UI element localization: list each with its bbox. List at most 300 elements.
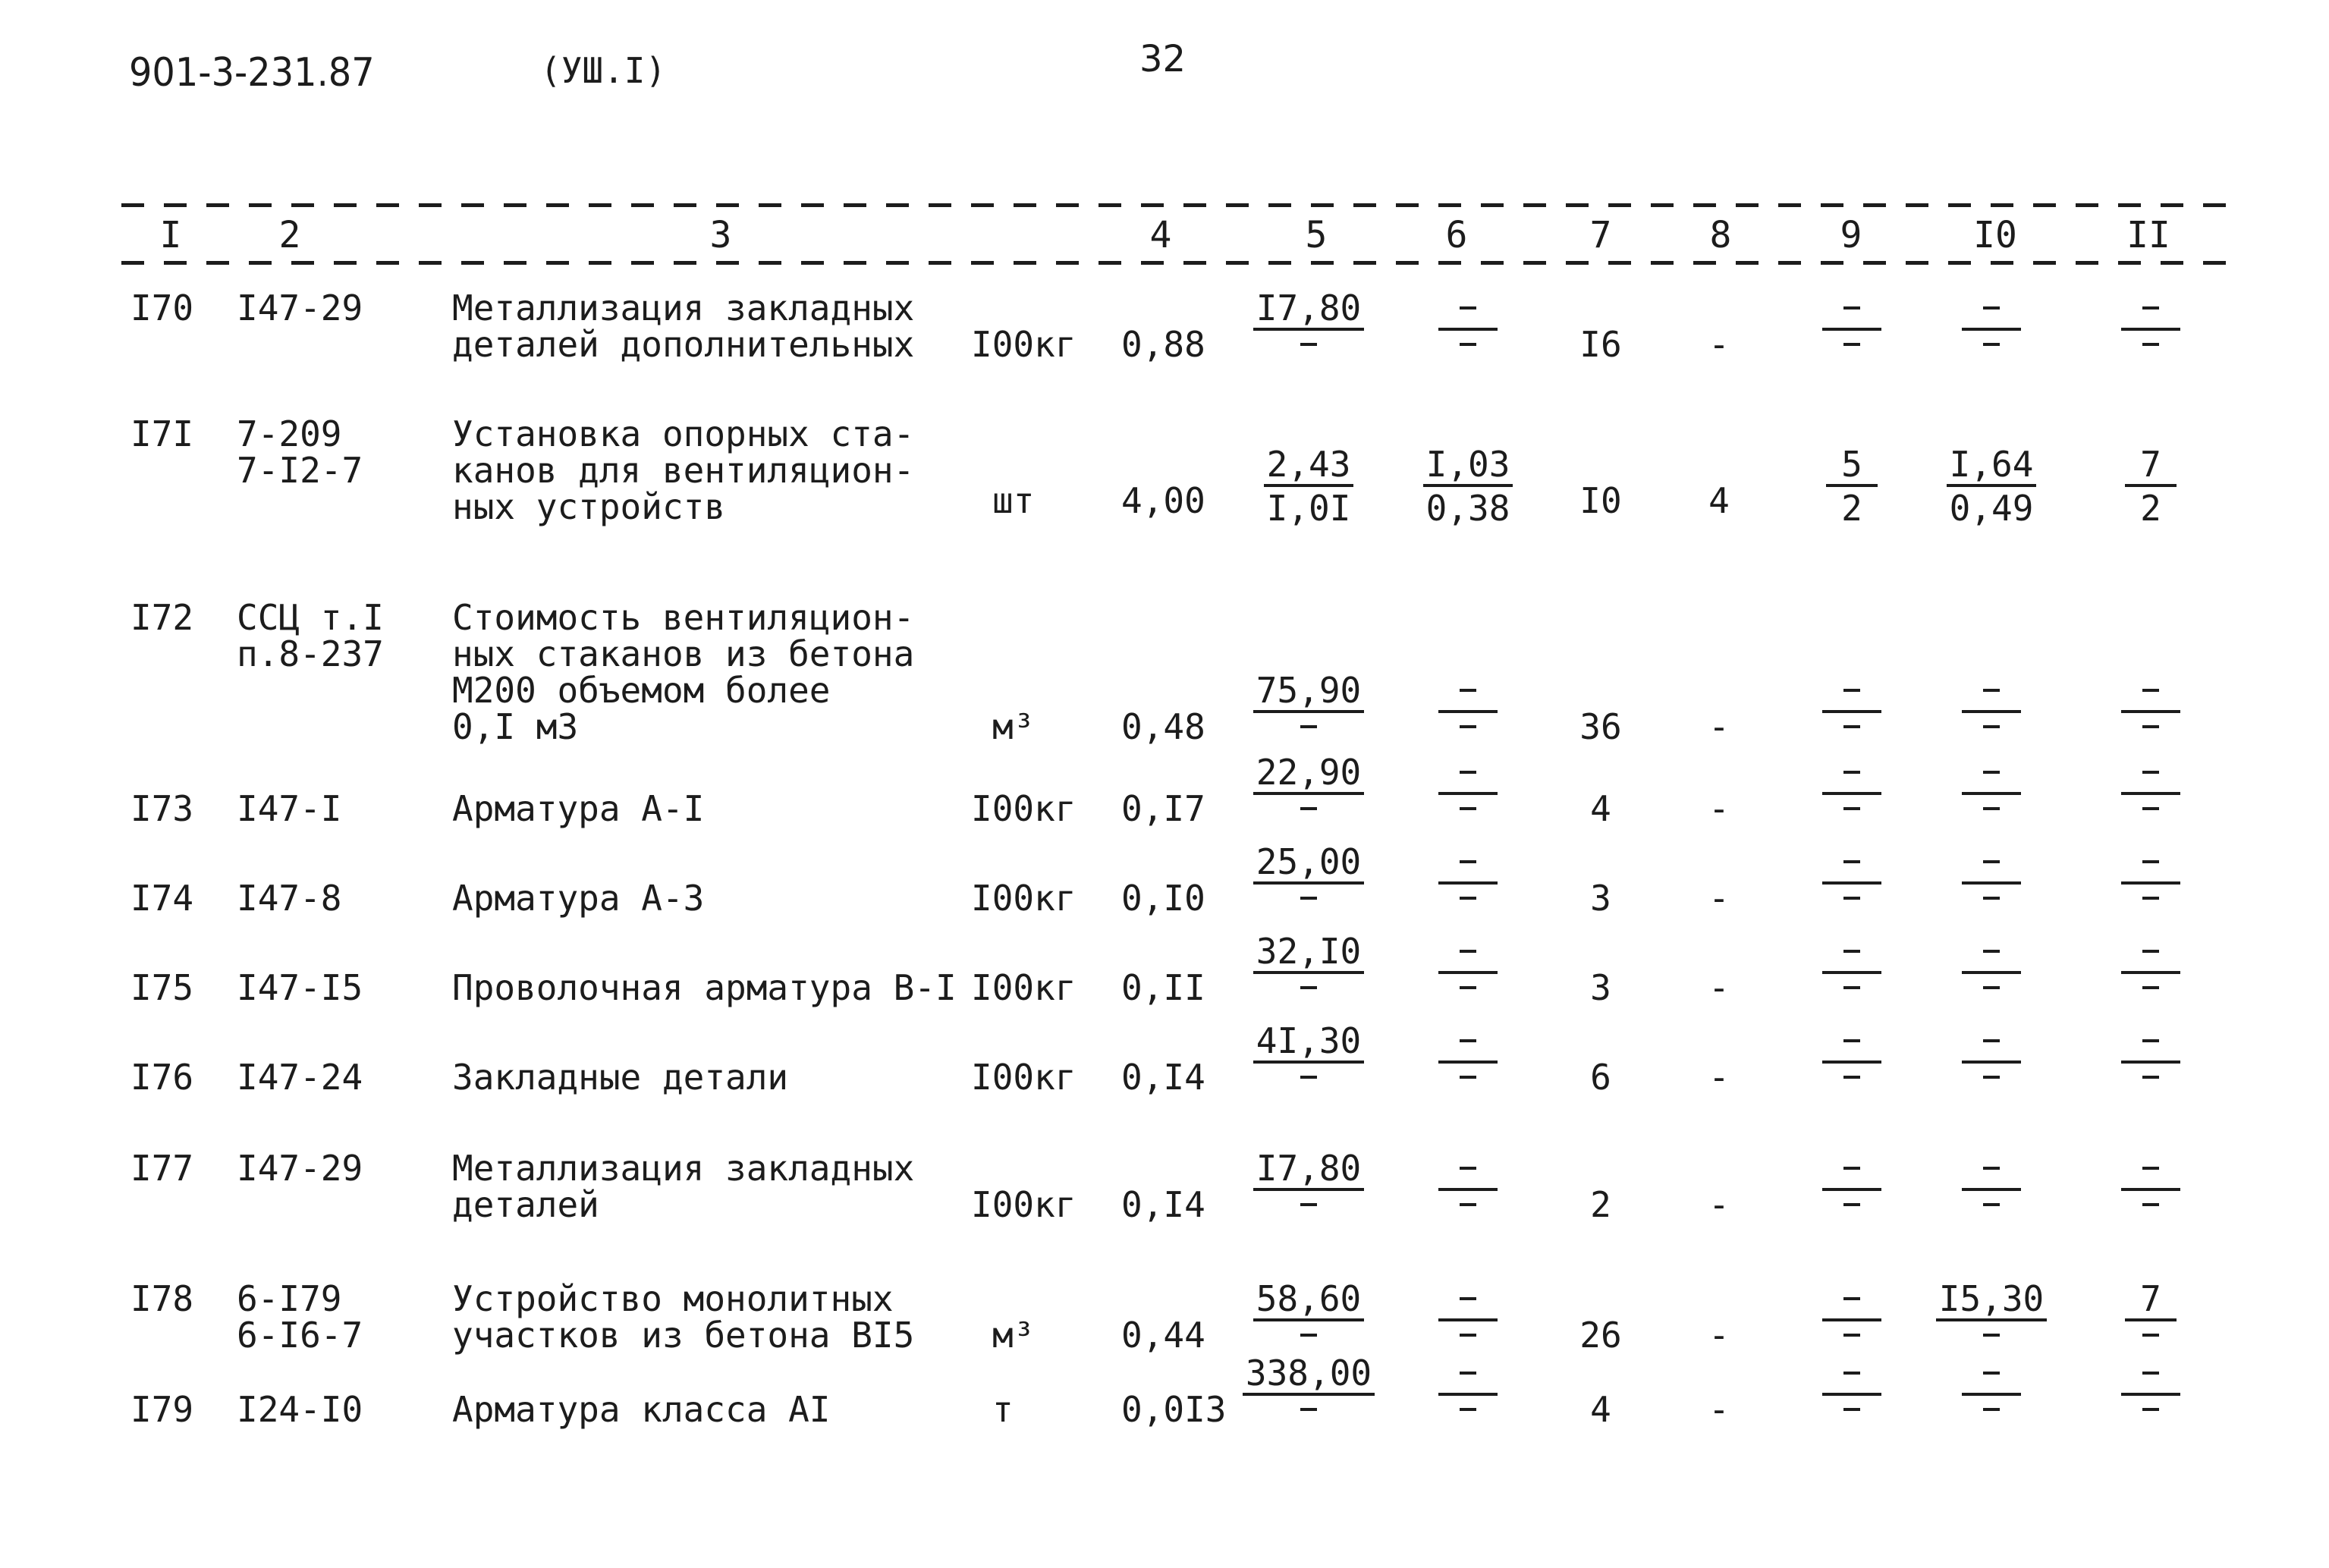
col9-value-numerator	[1822, 1150, 1881, 1191]
col9-value-dash	[1843, 950, 1860, 953]
col10-value	[1927, 444, 2056, 529]
col9-value	[1787, 672, 1916, 753]
col11-value-dash	[2142, 807, 2159, 810]
col11-value-dash	[2142, 1167, 2159, 1170]
col10-value-dash	[1983, 689, 2000, 692]
unit-cost-numerator: 22,90	[1253, 754, 1364, 795]
col11-value-numerator	[2121, 672, 2180, 713]
norm-code	[237, 1278, 363, 1356]
col9-value-numerator	[1822, 672, 1881, 713]
col8-value: -	[1708, 878, 1730, 919]
col6-value-denominator: 0,38	[1425, 488, 1510, 529]
column-number: 6	[1445, 214, 1468, 256]
unit-cost-numerator: 25,00	[1253, 844, 1364, 885]
col8-value: -	[1708, 1389, 1730, 1430]
unit-cost-numerator: 2,43	[1264, 446, 1354, 487]
norm-code	[237, 1391, 363, 1428]
col10-value-dash	[1983, 897, 2000, 900]
col11-value-numerator	[2121, 844, 2180, 885]
col10-value-dash	[1983, 1203, 2000, 1206]
norm-code	[237, 599, 384, 672]
col9-value	[1787, 1023, 1916, 1103]
description-line: Устройство монолитных	[452, 1278, 894, 1319]
col8-value: -	[1708, 706, 1730, 747]
work-description	[452, 969, 957, 1006]
col6-value-dash	[1460, 1203, 1476, 1206]
col6-value	[1403, 444, 1532, 529]
col11-value-numerator: 7	[2125, 1280, 2177, 1321]
description-line: ных устройств	[452, 486, 726, 527]
col10-value-denominator	[1983, 713, 2000, 753]
unit-cost-denominator	[1300, 713, 1317, 753]
column-number: 8	[1709, 214, 1732, 256]
col6-value-dash	[1460, 860, 1476, 863]
norm-code-line: I47-29	[237, 1148, 363, 1189]
col11-value-numerator	[2121, 1150, 2180, 1191]
col9-value-denominator	[1843, 795, 1860, 834]
col10-value-dash	[1983, 1408, 2000, 1411]
unit: м³	[992, 706, 1035, 747]
description-line: Стоимость вентиляцион-	[452, 597, 915, 638]
col9-value-numerator	[1822, 844, 1881, 885]
col6-value	[1403, 1355, 1532, 1435]
unit-cost	[1244, 754, 1373, 834]
col10-value-dash	[1983, 1372, 2000, 1375]
col9-value-dash	[1843, 1297, 1860, 1300]
col9-value-numerator	[1822, 1023, 1881, 1064]
quantity: 0,88	[1121, 324, 1205, 365]
col11-value-dash	[2142, 897, 2159, 900]
col9-value-dash	[1843, 689, 1860, 692]
quantity: 0,II	[1121, 967, 1205, 1008]
unit-cost	[1244, 444, 1373, 529]
column-number: 4	[1149, 214, 1172, 256]
col9-value-dash	[1843, 306, 1860, 310]
col11-value-dash	[2142, 986, 2159, 989]
col8-value: 4	[1708, 480, 1730, 521]
unit-cost-dash	[1300, 807, 1317, 810]
norm-code-line: 7-209	[237, 413, 342, 454]
col10-value	[1927, 754, 2056, 834]
unit-cost-numerator: 58,60	[1253, 1280, 1364, 1321]
col6-value-numerator	[1438, 1355, 1498, 1396]
description-line: деталей дополнительных	[452, 324, 915, 365]
norm-code-line: 6-I79	[237, 1278, 342, 1319]
col6-value-dash	[1460, 306, 1476, 310]
col6-value-denominator	[1460, 885, 1476, 924]
col11-value-dash	[2142, 950, 2159, 953]
col9-value-denominator	[1843, 1064, 1860, 1103]
col11-value-dash	[2142, 1372, 2159, 1375]
unit-cost-dash	[1300, 1408, 1317, 1411]
col6-value-dash	[1460, 1076, 1476, 1079]
col11-value	[2086, 754, 2215, 834]
col10-value-dash	[1983, 1039, 2000, 1042]
col9-value-denominator	[1843, 885, 1860, 924]
unit-cost	[1244, 841, 1373, 924]
work-description	[452, 1391, 831, 1428]
unit-cost	[1244, 672, 1373, 753]
col6-value	[1403, 1023, 1532, 1103]
col11-value-dash	[2142, 306, 2159, 310]
work-description	[452, 1057, 789, 1098]
col7-value: 3	[1590, 878, 1611, 919]
norm-code-line: I47-I5	[237, 967, 363, 1008]
col9-value-numerator	[1822, 1355, 1881, 1396]
column-number: I	[159, 214, 182, 256]
col9-value-dash	[1843, 986, 1860, 989]
col10-value-numerator	[1962, 1023, 2021, 1064]
column-number: II	[2126, 214, 2170, 256]
unit: т	[992, 1389, 1014, 1430]
unit-cost-numerator: 4I,30	[1253, 1023, 1364, 1064]
col6-value-denominator	[1460, 1396, 1476, 1435]
unit-cost-denominator	[1300, 795, 1317, 834]
unit-cost-dash	[1300, 897, 1317, 900]
unit: I00кг	[971, 1057, 1076, 1098]
col6-value	[1403, 1280, 1532, 1361]
col6-value-dash	[1460, 1408, 1476, 1411]
col9-value-dash	[1843, 1076, 1860, 1079]
unit-cost-numerator: 32,I0	[1253, 933, 1364, 974]
col6-value-numerator	[1438, 672, 1498, 713]
description-line: Арматура А-3	[452, 878, 705, 919]
col9-value	[1787, 1150, 1916, 1230]
norm-code	[237, 1057, 363, 1098]
col7-value: 3	[1590, 967, 1611, 1008]
col11-value-denominator	[2142, 1396, 2159, 1435]
col11-value-dash	[2142, 725, 2159, 728]
sheet-label: (УШ.I)	[540, 50, 667, 91]
col9-value	[1787, 1280, 1916, 1361]
col6-value	[1403, 290, 1532, 370]
description-line: Закладные детали	[452, 1057, 789, 1098]
column-number: I0	[1973, 214, 2017, 256]
col11-value-denominator	[2142, 331, 2159, 370]
item-number: I73	[130, 788, 194, 829]
item-number: I77	[130, 1148, 194, 1189]
unit-cost	[1244, 1280, 1373, 1361]
description-line: Проволочная арматура В-I	[452, 967, 957, 1008]
col9-value-denominator	[1843, 974, 1860, 1013]
unit-cost-numerator: I7,80	[1253, 290, 1364, 331]
col6-value-dash	[1460, 771, 1476, 774]
col10-value	[1927, 844, 2056, 924]
col10-value	[1927, 1150, 2056, 1230]
col6-value-denominator	[1460, 974, 1476, 1013]
quantity: 0,I4	[1121, 1184, 1205, 1225]
col10-value-numerator: I,64	[1947, 446, 2037, 487]
col11-value-numerator	[2121, 290, 2180, 331]
norm-code-line: I47-8	[237, 878, 342, 919]
col6-value-numerator	[1438, 1280, 1498, 1321]
col9-value-dash	[1843, 1334, 1860, 1337]
column-number: 7	[1589, 214, 1612, 256]
col11-value-denominator	[2142, 795, 2159, 834]
col8-value: -	[1708, 967, 1730, 1008]
description-line: М200 объемом более	[452, 670, 831, 711]
quantity: 0,I0	[1121, 878, 1205, 919]
col11-value	[2086, 1023, 2215, 1103]
col6-value-denominator	[1460, 1064, 1476, 1103]
col10-value-numerator	[1962, 672, 2021, 713]
norm-code	[237, 790, 341, 827]
unit: I00кг	[971, 788, 1076, 829]
col6-value-numerator	[1438, 1150, 1498, 1191]
norm-code-line: п.8-237	[237, 633, 384, 674]
item-number: I79	[130, 1389, 194, 1430]
col11-value-dash	[2142, 343, 2159, 346]
col6-value-numerator	[1438, 754, 1498, 795]
work-description	[452, 1278, 915, 1356]
col11-value	[2086, 672, 2215, 753]
unit-cost	[1244, 1150, 1373, 1230]
col10-value-denominator	[1983, 1396, 2000, 1435]
unit-cost	[1244, 1020, 1373, 1103]
norm-code-line: I24-I0	[237, 1389, 363, 1430]
col11-value	[2086, 444, 2215, 529]
col11-value-numerator: 7	[2125, 446, 2177, 487]
work-description	[452, 878, 705, 919]
col10-value-denominator: 0,49	[1949, 488, 2034, 529]
col6-value-denominator	[1460, 1191, 1476, 1230]
unit: I00кг	[971, 1184, 1076, 1225]
description-line: 0,I м3	[452, 706, 579, 747]
col11-value-dash	[2142, 1408, 2159, 1411]
col10-value-dash	[1983, 771, 2000, 774]
col10-value	[1927, 1355, 2056, 1435]
col6-value-dash	[1460, 1372, 1476, 1375]
unit-cost	[1244, 1355, 1373, 1435]
col6-value-denominator	[1460, 795, 1476, 834]
col6-value	[1403, 933, 1532, 1013]
col10-value-numerator: I5,30	[1936, 1280, 2047, 1321]
col9-value	[1787, 754, 1916, 834]
item-number: I70	[130, 288, 194, 328]
col10-value-dash	[1983, 1076, 2000, 1079]
col6-value-numerator	[1438, 1023, 1498, 1064]
norm-code-line: 6-I6-7	[237, 1315, 363, 1356]
col11-value-dash	[2142, 771, 2159, 774]
item-number: I78	[130, 1278, 194, 1319]
quantity: 0,48	[1121, 706, 1205, 747]
unit-cost-denominator	[1300, 1191, 1317, 1230]
col11-value-dash	[2142, 1203, 2159, 1206]
norm-code	[237, 1148, 363, 1189]
col11-value	[2086, 1280, 2215, 1361]
quantity: 0,0I3	[1121, 1389, 1227, 1430]
col10-value-dash	[1983, 725, 2000, 728]
col6-value-dash	[1460, 986, 1476, 989]
col6-value-dash	[1460, 689, 1476, 692]
norm-code-line: 7-I2-7	[237, 450, 363, 491]
header-top-rule	[121, 203, 2246, 207]
col6-value-dash	[1460, 1039, 1476, 1042]
col9-value-numerator: 5	[1826, 446, 1878, 487]
norm-code-line: ССЦ т.I	[237, 597, 384, 638]
col8-value: -	[1708, 1315, 1730, 1356]
norm-code	[237, 878, 342, 919]
col10-value-dash	[1983, 343, 2000, 346]
col7-value: I6	[1579, 324, 1622, 365]
column-number: 2	[278, 214, 301, 256]
col11-value-denominator	[2142, 974, 2159, 1013]
col11-value-denominator	[2142, 1191, 2159, 1230]
quantity: 4,00	[1121, 480, 1205, 521]
unit: I00кг	[971, 967, 1076, 1008]
col6-value-denominator	[1460, 331, 1476, 370]
col11-value-dash	[2142, 689, 2159, 692]
col6-value-dash	[1460, 950, 1476, 953]
col10-value-dash	[1983, 1167, 2000, 1170]
col11-value-numerator	[2121, 1023, 2180, 1064]
description-line: Металлизация закладных	[452, 288, 915, 328]
col9-value-denominator	[1843, 1191, 1860, 1230]
col6-value	[1403, 1150, 1532, 1230]
col9-value-numerator	[1822, 290, 1881, 331]
unit-cost-dash	[1300, 1076, 1317, 1079]
col9-value-denominator	[1843, 1396, 1860, 1435]
item-number: I76	[130, 1057, 194, 1098]
col10-value-denominator	[1983, 331, 2000, 370]
col8-value: -	[1708, 1057, 1730, 1098]
column-number: 9	[1840, 214, 1862, 256]
unit-cost-denominator	[1300, 331, 1317, 370]
col11-value-denominator	[2142, 713, 2159, 753]
col6-value-numerator	[1438, 844, 1498, 885]
col6-value	[1403, 844, 1532, 924]
unit-cost	[1244, 290, 1373, 370]
col9-value-dash	[1843, 1408, 1860, 1411]
col10-value-numerator	[1962, 1355, 2021, 1396]
col6-value-dash	[1460, 1167, 1476, 1170]
col9-value-dash	[1843, 897, 1860, 900]
col9-value-denominator: 2	[1841, 488, 1862, 529]
col10-value-numerator	[1962, 933, 2021, 974]
col9-value	[1787, 444, 1916, 529]
description-line: Установка опорных ста-	[452, 413, 915, 454]
col11-value-numerator	[2121, 1355, 2180, 1396]
col11-value-denominator	[2142, 885, 2159, 924]
unit: I00кг	[971, 878, 1076, 919]
unit-cost-numerator: 75,90	[1253, 672, 1364, 713]
col11-value-dash	[2142, 1039, 2159, 1042]
col9-value-dash	[1843, 1372, 1860, 1375]
col9-value	[1787, 933, 1916, 1013]
col7-value: 4	[1590, 788, 1611, 829]
work-description	[452, 599, 914, 745]
col7-value: 2	[1590, 1184, 1611, 1225]
col9-value-dash	[1843, 807, 1860, 810]
norm-code-line: I47-29	[237, 288, 363, 328]
unit-cost-denominator: I,0I	[1266, 488, 1351, 529]
col10-value	[1927, 1280, 2056, 1361]
col10-value-denominator	[1983, 1064, 2000, 1103]
col7-value: 4	[1590, 1389, 1611, 1430]
item-number: I75	[130, 967, 194, 1008]
col10-value-dash	[1983, 807, 2000, 810]
unit-cost-dash	[1300, 725, 1317, 728]
col8-value: -	[1708, 788, 1730, 829]
col9-value-denominator	[1843, 331, 1860, 370]
col10-value	[1927, 933, 2056, 1013]
norm-code	[237, 413, 363, 491]
description-line: Арматура А-I	[452, 788, 705, 829]
col7-value: 36	[1579, 706, 1622, 747]
quantity: 0,I4	[1121, 1057, 1205, 1098]
col6-value-numerator	[1438, 933, 1498, 974]
description-line: Металлизация закладных	[452, 1148, 915, 1189]
col10-value-denominator	[1983, 885, 2000, 924]
col8-value: -	[1708, 324, 1730, 365]
col9-value-dash	[1843, 1039, 1860, 1042]
col6-value	[1403, 672, 1532, 753]
col7-value: 26	[1579, 1315, 1622, 1356]
description-line: ных стаканов из бетона	[452, 633, 915, 674]
col7-value: I0	[1579, 480, 1622, 521]
document-code: 901-3-231.87	[129, 50, 375, 96]
norm-code	[237, 969, 363, 1006]
col10-value-numerator	[1962, 1150, 2021, 1191]
col6-value-dash	[1460, 1334, 1476, 1337]
col11-value-numerator	[2121, 754, 2180, 795]
col9-value	[1787, 844, 1916, 924]
col11-value	[2086, 1150, 2215, 1230]
col11-value-dash	[2142, 1076, 2159, 1079]
header-bottom-rule	[121, 261, 2246, 265]
col10-value-numerator	[1962, 290, 2021, 331]
unit-cost-dash	[1300, 1203, 1317, 1206]
norm-code	[237, 290, 363, 326]
unit-cost-numerator: 338,00	[1243, 1355, 1375, 1396]
work-description	[452, 1150, 914, 1223]
col10-value-numerator	[1962, 844, 2021, 885]
unit: I00кг	[971, 324, 1076, 365]
unit-cost-denominator	[1300, 885, 1317, 924]
unit: шт	[992, 480, 1035, 521]
col7-value: 6	[1590, 1057, 1611, 1098]
col6-value-denominator	[1460, 713, 1476, 753]
col11-value-numerator	[2121, 933, 2180, 974]
col10-value-dash	[1983, 950, 2000, 953]
col11-value	[2086, 844, 2215, 924]
col9-value-numerator	[1822, 754, 1881, 795]
col9-value	[1787, 290, 1916, 370]
column-number: 3	[709, 214, 732, 256]
col9-value-dash	[1843, 725, 1860, 728]
unit: м³	[992, 1315, 1035, 1356]
col11-value	[2086, 1355, 2215, 1435]
item-number: I74	[130, 878, 194, 919]
col6-value	[1403, 754, 1532, 834]
col10-value-dash	[1983, 306, 2000, 310]
col9-value-denominator	[1843, 713, 1860, 753]
item-number: I72	[130, 597, 194, 638]
quantity: 0,44	[1121, 1315, 1205, 1356]
col9-value-dash	[1843, 860, 1860, 863]
col6-value-dash	[1460, 897, 1476, 900]
description-line: участков из бетона BI5	[452, 1315, 915, 1356]
col11-value	[2086, 290, 2215, 370]
col9-value-dash	[1843, 1203, 1860, 1206]
col10-value-dash	[1983, 986, 2000, 989]
col6-value-numerator	[1438, 290, 1498, 331]
norm-code-line: I47-I	[237, 788, 342, 829]
col8-value: -	[1708, 1184, 1730, 1225]
col6-value-dash	[1460, 1297, 1476, 1300]
unit-cost-dash	[1300, 986, 1317, 989]
unit-cost-denominator	[1300, 974, 1317, 1013]
